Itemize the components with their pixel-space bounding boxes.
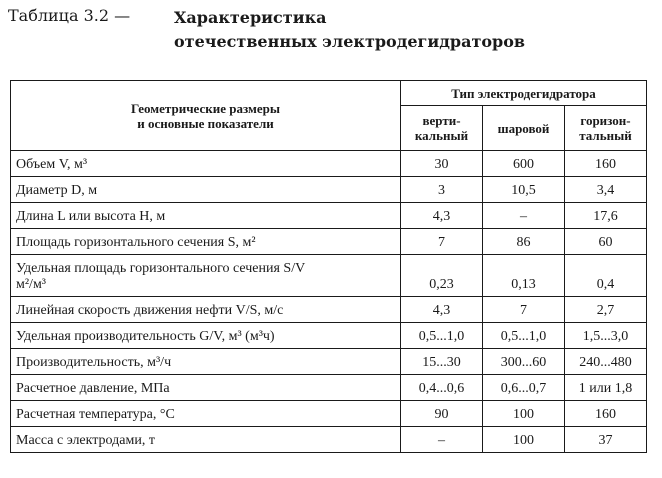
table-row — [11, 177, 647, 203]
table-row — [11, 401, 647, 427]
cell-spherical: – — [483, 203, 565, 229]
cell-vertical: 0,23 — [401, 255, 483, 297]
row-label: Удельная производительность G/V, м³ (м³ч) — [11, 323, 401, 349]
header-spherical: шаровой — [483, 106, 565, 151]
table-row — [11, 323, 647, 349]
row-label: Масса с электродами, т — [11, 427, 401, 453]
cell-spherical: 10,5 — [483, 177, 565, 203]
row-label: Расчетная температура, °С — [11, 401, 401, 427]
header-horizontal-line-1: горизон- — [580, 113, 631, 128]
cell-vertical: 15...30 — [401, 349, 483, 375]
cell-horizontal: 1,5...3,0 — [565, 323, 647, 349]
row-label-line-1: Удельная площадь горизонтального сечения S/V — [16, 261, 306, 276]
row-label: Объем V, м³ — [11, 151, 401, 177]
table-row — [11, 297, 647, 323]
header-vertical — [401, 106, 483, 151]
table-row — [11, 427, 647, 453]
cell-vertical: 3 — [401, 177, 483, 203]
cell-spherical: 86 — [483, 229, 565, 255]
table-row — [11, 349, 647, 375]
table-row — [11, 375, 647, 401]
table-row — [11, 255, 647, 297]
table-row — [11, 151, 647, 177]
cell-spherical: 0,5...1,0 — [483, 323, 565, 349]
table-title-line-1: Характеристика — [174, 8, 327, 27]
table-row — [11, 229, 647, 255]
cell-spherical: 0,13 — [483, 255, 565, 297]
header-params-line-1: Геометрические размеры — [131, 100, 280, 116]
row-label: Расчетное давление, МПа — [11, 375, 401, 401]
cell-horizontal: 160 — [565, 151, 647, 177]
cell-vertical: 90 — [401, 401, 483, 427]
cell-spherical: 300...60 — [483, 349, 565, 375]
cell-vertical: 7 — [401, 229, 483, 255]
cell-horizontal: 0,4 — [565, 255, 647, 297]
cell-horizontal: 37 — [565, 427, 647, 453]
row-label-line-2: м²/м³ — [16, 277, 47, 292]
table-caption — [8, 6, 648, 54]
row-label: Линейная скорость движения нефти V/S, м/с — [11, 297, 401, 323]
cell-vertical: 0,4...0,6 — [401, 375, 483, 401]
electrodehydrator-table — [10, 80, 647, 453]
cell-spherical: 100 — [483, 427, 565, 453]
table-number: Таблица 3.2 — — [8, 6, 131, 25]
cell-spherical: 0,6...0,7 — [483, 375, 565, 401]
header-vertical-line-1: верти- — [422, 113, 461, 128]
cell-vertical: – — [401, 427, 483, 453]
row-label — [11, 255, 401, 297]
header-horizontal-line-2: тальный — [579, 128, 632, 143]
cell-spherical: 7 — [483, 297, 565, 323]
header-params-line-2: и основные показатели — [137, 115, 274, 131]
cell-vertical: 30 — [401, 151, 483, 177]
cell-horizontal: 2,7 — [565, 297, 647, 323]
cell-horizontal: 160 — [565, 401, 647, 427]
cell-horizontal: 17,6 — [565, 203, 647, 229]
cell-horizontal: 240...480 — [565, 349, 647, 375]
cell-horizontal: 1 или 1,8 — [565, 375, 647, 401]
row-label: Длина L или высота H, м — [11, 203, 401, 229]
cell-horizontal: 60 — [565, 229, 647, 255]
table-title-line-2: отечественных электродегидраторов — [174, 32, 526, 51]
cell-vertical: 4,3 — [401, 297, 483, 323]
table-row — [11, 203, 647, 229]
row-label: Площадь горизонтального сечения S, м² — [11, 229, 401, 255]
header-params — [11, 81, 401, 151]
cell-vertical: 0,5...1,0 — [401, 323, 483, 349]
cell-horizontal: 3,4 — [565, 177, 647, 203]
table-title — [174, 6, 525, 54]
cell-spherical: 100 — [483, 401, 565, 427]
row-label: Производительность, м³/ч — [11, 349, 401, 375]
cell-spherical: 600 — [483, 151, 565, 177]
cell-vertical: 4,3 — [401, 203, 483, 229]
row-label: Диаметр D, м — [11, 177, 401, 203]
header-vertical-line-2: кальный — [414, 128, 469, 143]
header-horizontal — [565, 106, 647, 151]
header-type-group: Тип электродегидратора — [401, 81, 647, 106]
